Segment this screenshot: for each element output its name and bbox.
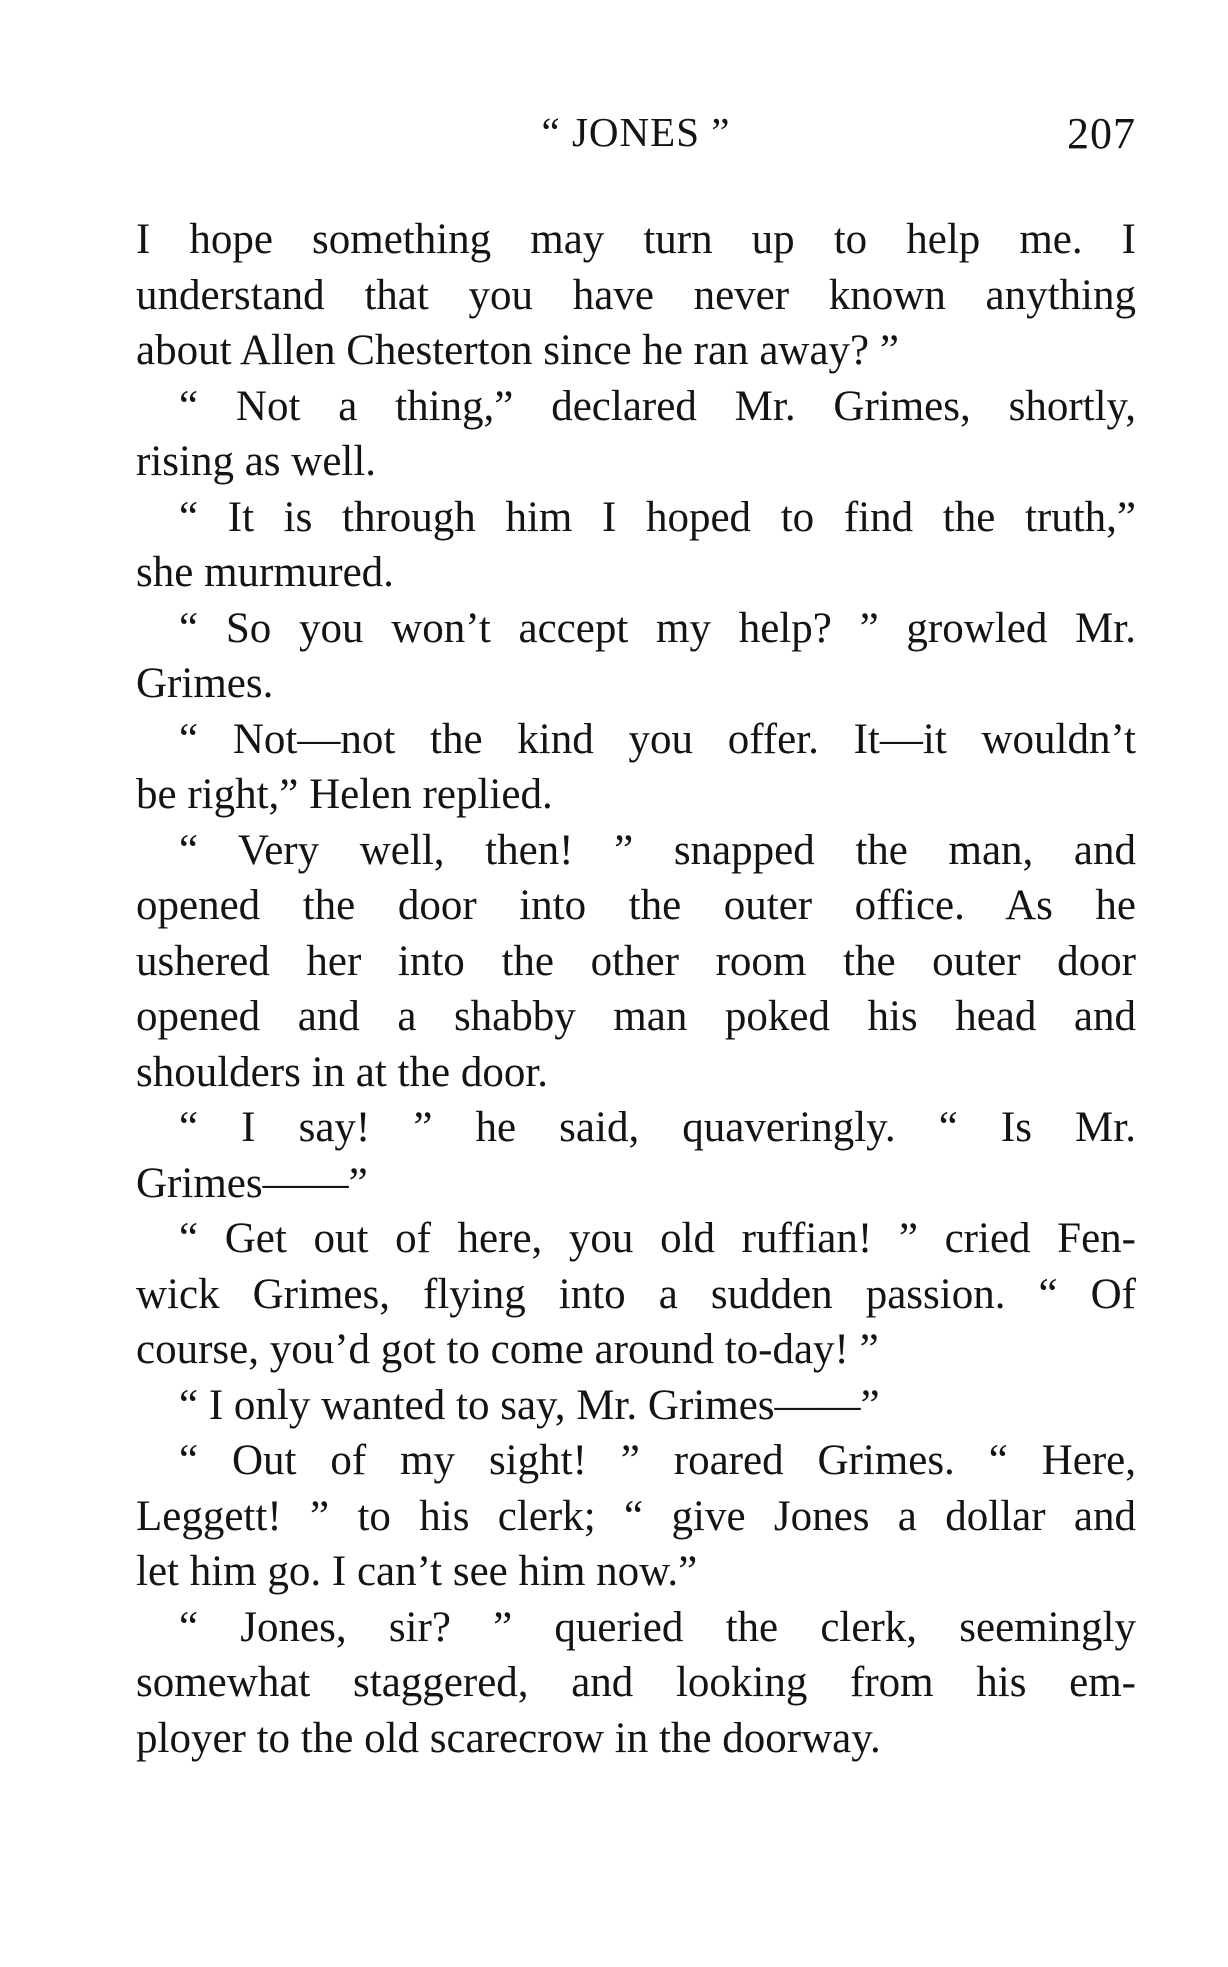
text-line: Grimes.: [136, 660, 274, 707]
text-line: rising as well.: [136, 438, 377, 485]
text-line: opened and a shabby man poked his head and: [136, 993, 1136, 1040]
text-line: she murmured.: [136, 549, 394, 596]
text-line: “ Not a thing,” declared Mr. Grimes, shortly,: [179, 382, 1136, 430]
text-line: ployer to the old scarecrow in the doorway.: [136, 1714, 881, 1762]
text-line: Grimes——”: [136, 1159, 368, 1207]
text-line: “ Out of my sight! ” roared Grimes. “ Here,: [179, 1437, 1136, 1484]
text-line: “ Get out of here, you old ruffian! ” cried Fen-: [179, 1215, 1136, 1262]
text-line: understand that you have never known anything: [136, 271, 1136, 319]
text-line: “ It is through him I hoped to find the truth,”: [179, 493, 1136, 541]
text-line: ushered her into the other room the outer door: [136, 937, 1136, 985]
text-line: “ I only wanted to say, Mr. Grimes——”: [179, 1381, 880, 1429]
text-line: “ Not—not the kind you offer. It—it wouldn’t: [179, 715, 1136, 763]
text-line: about Allen Chesterton since he ran away? ”: [136, 327, 899, 374]
text-line: I hope something may turn up to help me. I: [136, 216, 1136, 263]
text-line: “ I say! ” he said, quaveringly. “ Is Mr.: [179, 1104, 1136, 1151]
text-line: “ Very well, then! ” snapped the man, and: [179, 826, 1136, 874]
running-head-title: “ JONES ”: [541, 109, 731, 155]
text-line: Leggett! ” to his clerk; “ give Jones a dollar and: [136, 1492, 1136, 1540]
text-line: be right,” Helen replied.: [136, 771, 553, 818]
body-text: [136, 212, 1136, 1766]
page-number: 207: [1067, 109, 1136, 158]
text-line: opened the door into the outer office. As he: [136, 882, 1136, 929]
text-line: shoulders in at the door.: [136, 1048, 549, 1096]
text-line: let him go. I can’t see him now.”: [136, 1548, 698, 1595]
text-line: “ So you won’t accept my help? ” growled Mr.: [179, 604, 1136, 652]
text-line: “ Jones, sir? ” queried the clerk, seemingly: [179, 1603, 1136, 1651]
text-line: wick Grimes, flying into a sudden passion. “ Of: [136, 1270, 1136, 1318]
text-line: course, you’d got to come around to-day! ”: [136, 1326, 879, 1373]
running-head: [136, 108, 1136, 178]
text-line: somewhat staggered, and looking from his em-: [136, 1659, 1136, 1706]
